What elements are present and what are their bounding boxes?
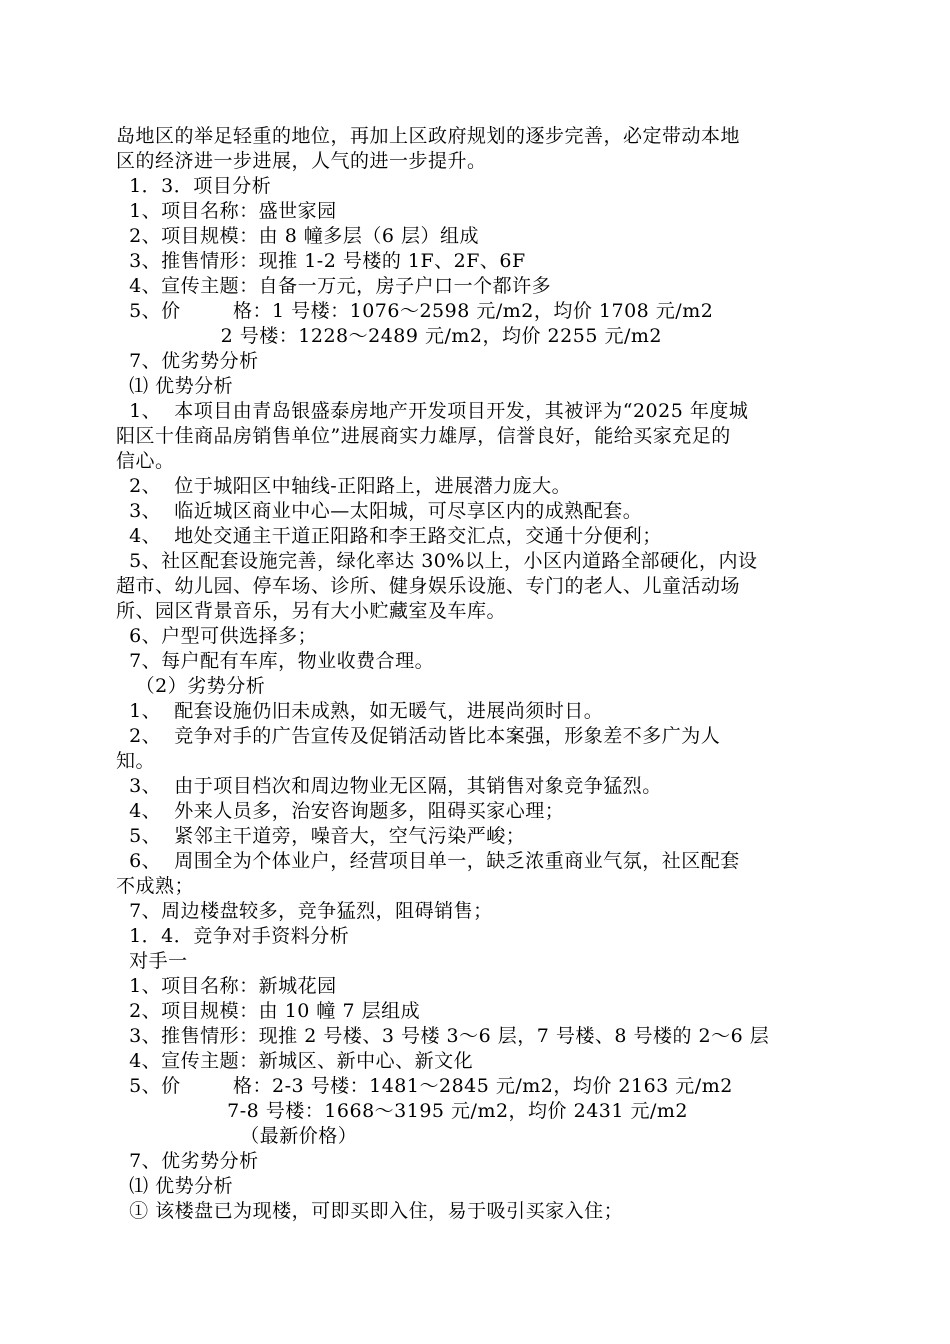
text-line: 1、项目名称：盛世家园 [116, 200, 337, 222]
text-line: 1、项目名称：新城花园 [116, 975, 337, 997]
text-line: 3、推售情形：现推 2 号楼、3 号楼 3～6 层，7 号楼、8 号楼的 2～6 层 [116, 1025, 770, 1047]
text-line: 4、宣传主题：自备一万元，房子户口一个都许多 [116, 275, 552, 297]
text-line: 1．3．项目分析 [116, 175, 272, 197]
text-line: 4、 地处交通主干道正阳路和李王路交汇点，交通十分便利； [116, 525, 662, 547]
text-line: 岛地区的举足轻重的地位，再加上区政府规划的逐步完善，必定带动本地 [116, 125, 741, 147]
text-line: 1、 本项目由青岛银盛泰房地产开发项目开发，其被评为“2025 年度城 [116, 400, 749, 422]
text-line: 5、价 格：2-3 号楼：1481～2845 元/m2，均价 2163 元/m2 [116, 1075, 733, 1097]
text-line: 3、推售情形：现推 1-2 号楼的 1F、2F、6F [116, 250, 526, 272]
text-line: 6、 周围全为个体业户，经营项目单一，缺乏浓重商业气氛，社区配套 [116, 850, 740, 872]
text-line: 所、园区背景音乐，另有大小贮藏室及车库。 [116, 600, 507, 622]
text-line: 2、 位于城阳区中轴线-正阳路上，进展潜力庞大。 [116, 475, 572, 497]
text-line: 知。 [116, 750, 156, 772]
text-line: 5、价 格：1 号楼：1076～2598 元/m2，均价 1708 元/m2 [116, 300, 714, 322]
text-line: 6、户型可供选择多； [116, 625, 318, 647]
text-line: 7、周边楼盘较多，竞争猛烈，阻碍销售； [116, 900, 493, 922]
text-line: 4、 外来人员多，治安咨询题多，阻碍买家心理； [116, 800, 565, 822]
text-line: 3、 由于项目档次和周边物业无区隔，其销售对象竞争猛烈。 [116, 775, 662, 797]
text-line: 5、社区配套设施完善，绿化率达 30%以上，小区内道路全部硬化，内设 [116, 550, 758, 572]
text-line: 2 号楼：1228～2489 元/m2，均价 2255 元/m2 [116, 325, 662, 347]
text-line: （最新价格） [116, 1125, 358, 1147]
text-line: 区的经济进一步进展，人气的进一步提升。 [116, 150, 487, 172]
text-line: （2）劣势分析 [116, 675, 266, 697]
text-line: 信心。 [116, 450, 175, 472]
text-line: 7、优劣势分析 [116, 1150, 259, 1172]
document-body [116, 124, 846, 1224]
text-line: 1．4．竞争对手资料分析 [116, 925, 350, 947]
text-line: 7、每户配有车库，物业收费合理。 [116, 650, 435, 672]
text-line: 超市、幼儿园、停车场、诊所、健身娱乐设施、专门的老人、儿童活动场 [116, 575, 741, 597]
text-line: 2、项目规模：由 10 幢 7 层组成 [116, 1000, 421, 1022]
text-line: 阳区十佳商品房销售单位”进展商实力雄厚，信誉良好，能给买家充足的 [116, 425, 731, 447]
text-line: 7-8 号楼：1668～3195 元/m2，均价 2431 元/m2 [116, 1100, 689, 1122]
text-line: 1、 配套设施仍旧未成熟，如无暖气，进展尚须时日。 [116, 700, 604, 722]
text-line: 7、优劣势分析 [116, 350, 259, 372]
text-line: 2、 竞争对手的广告宣传及促销活动皆比本案强，形象差不多广为人 [116, 725, 721, 747]
text-line: 5、 紧邻主干道旁，噪音大，空气污染严峻； [116, 825, 526, 847]
text-line: 4、宣传主题：新城区、新中心、新文化 [116, 1050, 474, 1072]
text-line: ① 该楼盘已为现楼，可即买即入住，易于吸引买家入住； [116, 1200, 624, 1222]
text-line: 2、项目规模：由 8 幢多层（6 层）组成 [116, 225, 479, 247]
text-line: 对手一 [116, 950, 188, 972]
text-line: 3、 临近城区商业中心—太阳城，可尽享区内的成熟配套。 [116, 500, 643, 522]
text-line: ⑴ 优势分析 [116, 1175, 234, 1197]
text-line: 不成熟； [116, 875, 195, 897]
text-line: ⑴ 优势分析 [116, 375, 234, 397]
